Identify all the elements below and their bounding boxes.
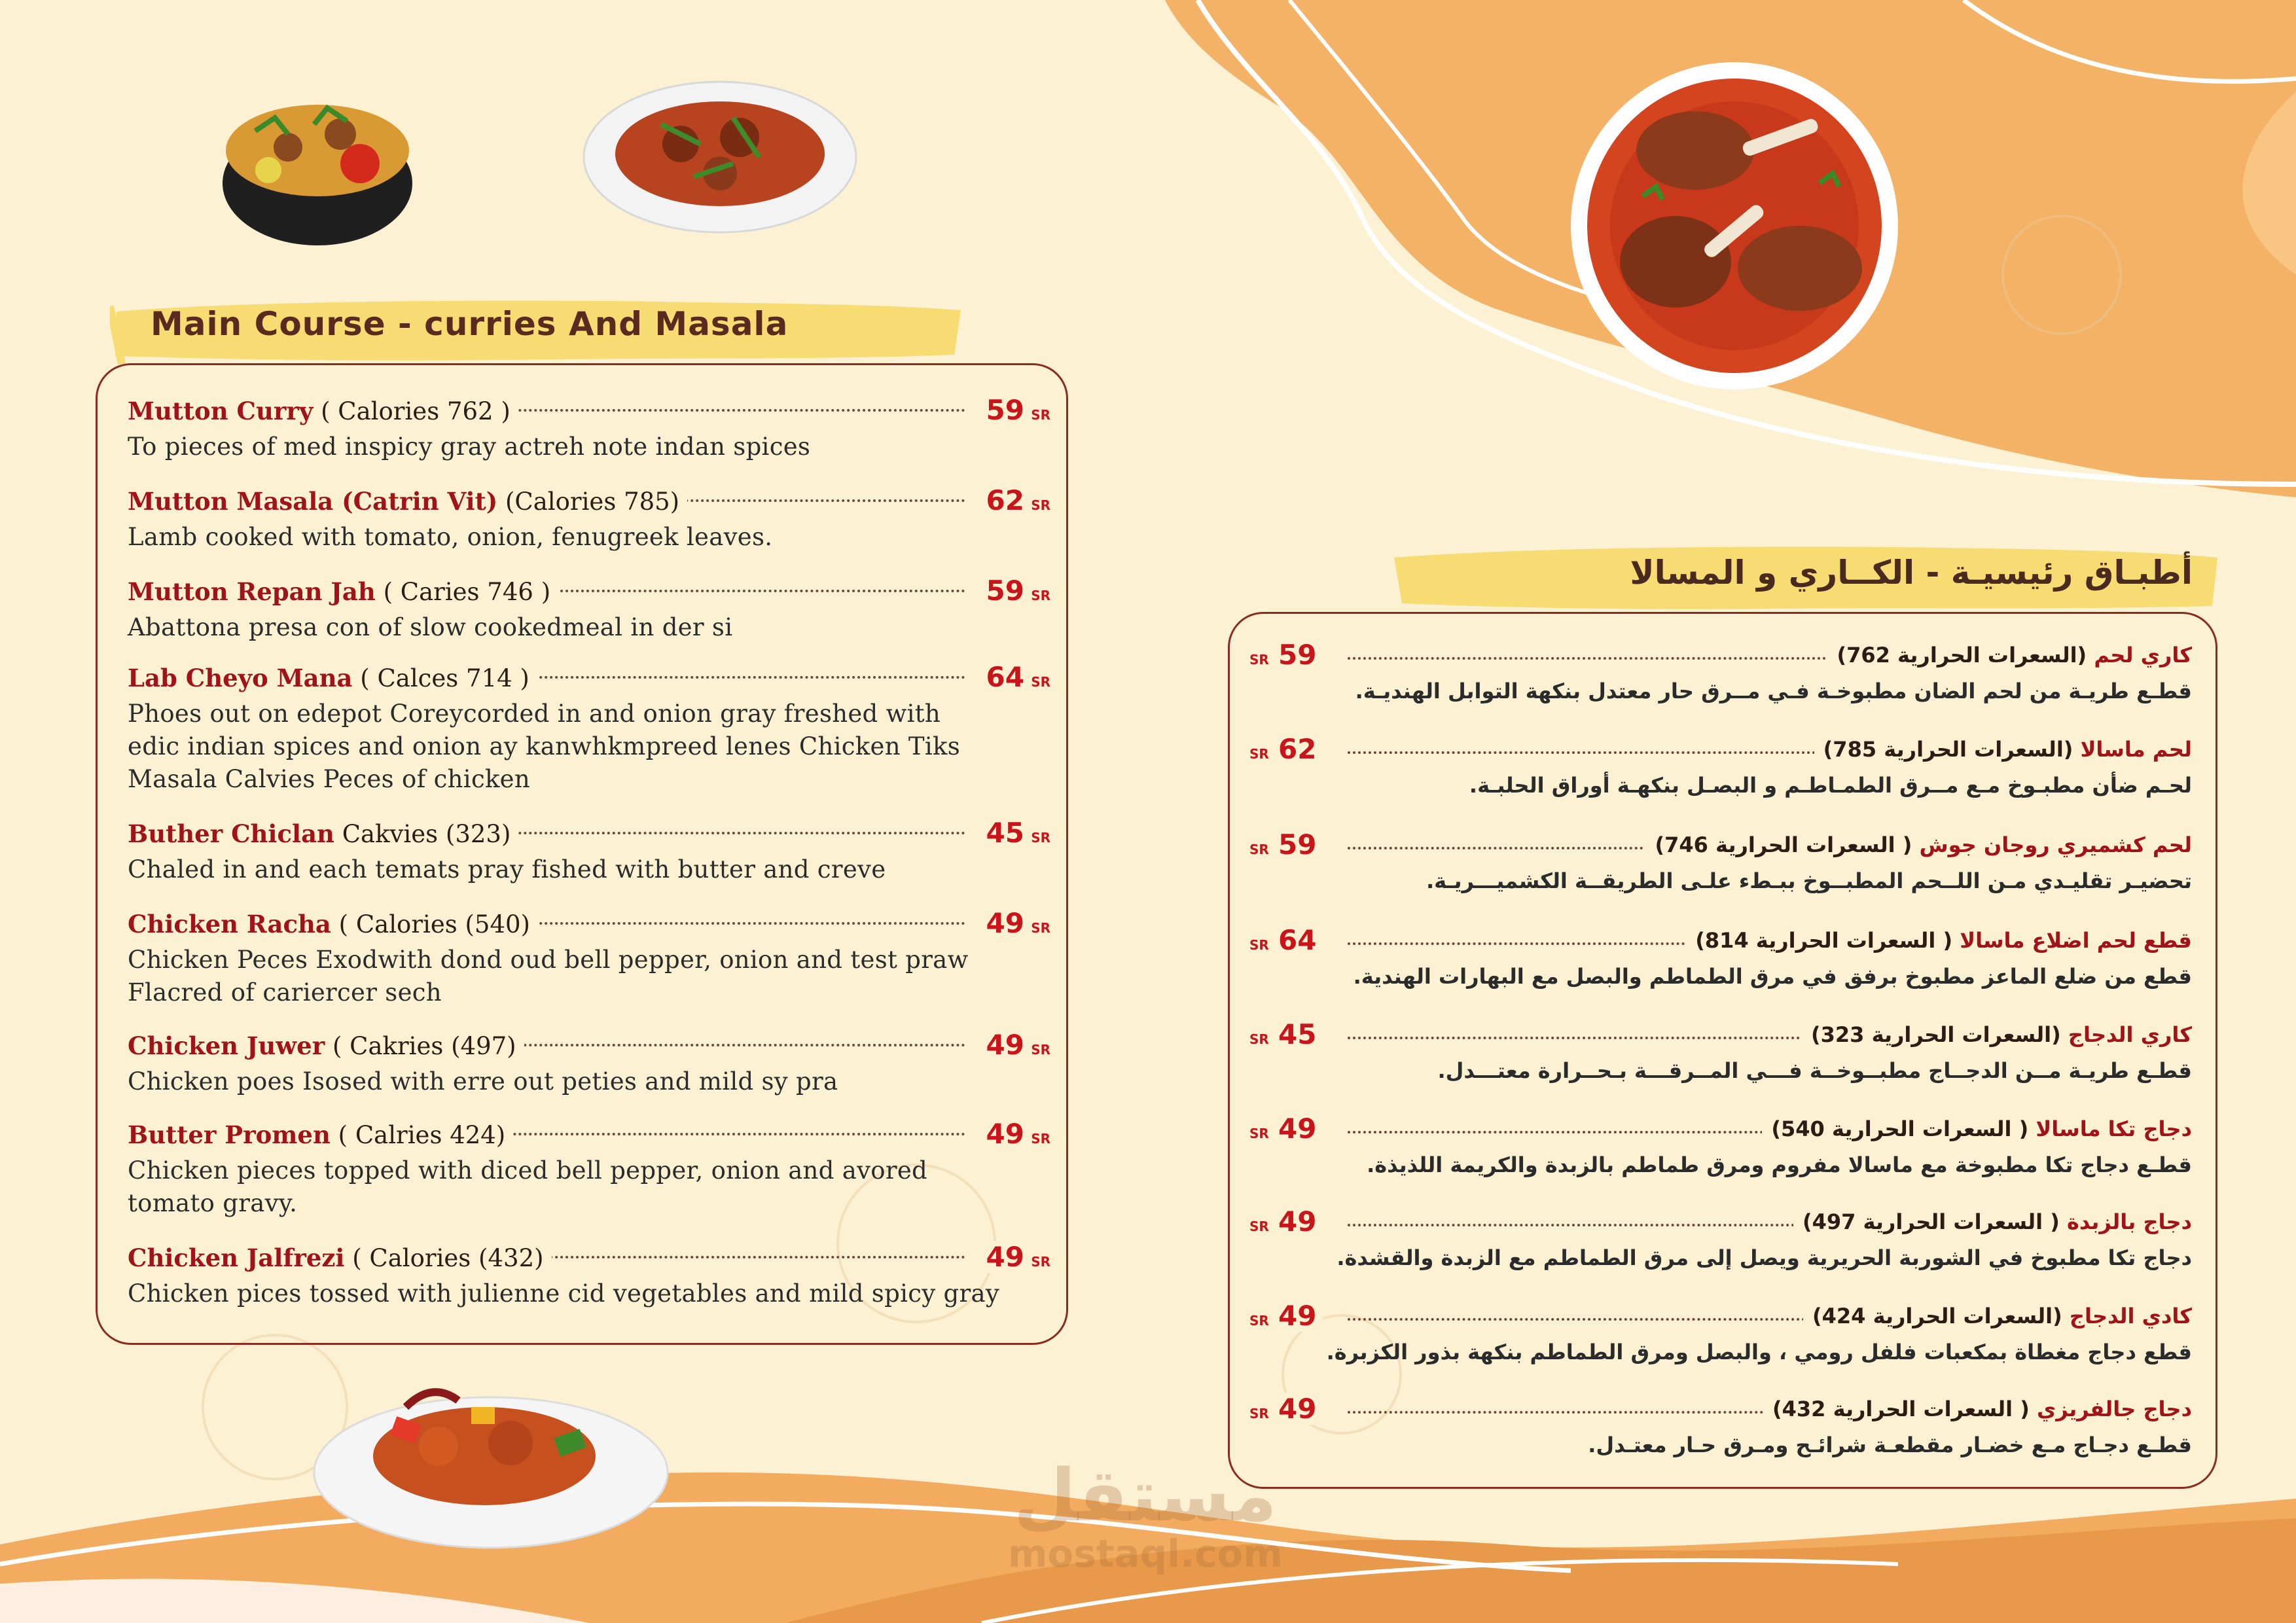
menu-item [1249, 639, 2192, 707]
item-name: Mutton Curry [128, 397, 314, 425]
arabic-section-header [1394, 538, 2217, 615]
item-calories: ( Cakries (497) [332, 1032, 516, 1060]
item-currency: SR [1031, 920, 1050, 936]
item-calories: (السعرات الحرارية 424) [1812, 1304, 2062, 1329]
item-price: 45 [1278, 1018, 1323, 1050]
item-currency: SR [1031, 497, 1050, 513]
item-description: Chaled in and each temats pray fished with butter and creve [128, 855, 886, 883]
watermark-latin: mostaql.com [1008, 1531, 1283, 1576]
item-description-line: Masala Calvies Peces of chicken [128, 765, 531, 793]
item-calories: ( Calories (432) [352, 1244, 544, 1272]
menu-item [1249, 1393, 2192, 1461]
item-name: Mutton Repan Jah [128, 577, 376, 606]
item-calories: ( Calces 714 ) [360, 664, 529, 692]
masala-plate-image [583, 79, 857, 236]
item-currency: SR [1031, 1254, 1050, 1270]
item-description: قطـع دجاج تكا مطبوخة مع ماسالا مفروم ومرق طماطم بالزبدة والكريمة اللذيذة. [1367, 1152, 2192, 1177]
menu-item [1249, 1205, 2192, 1274]
item-price: 59 [980, 575, 1024, 607]
item-currency: SR [1249, 652, 1269, 668]
item-name: كاري الدجاج [2068, 1022, 2192, 1047]
item-calories: (السعرات الحرارية 323) [1811, 1022, 2061, 1047]
item-calories: (السعرات الحرارية 762) [1837, 643, 2087, 668]
item-name: Chicken Juwer [128, 1031, 325, 1060]
item-calories: ( Calories 762 ) [321, 397, 511, 425]
item-price: 64 [980, 661, 1024, 693]
item-price: 49 [980, 1029, 1024, 1061]
item-currency: SR [1031, 830, 1050, 846]
item-price: 59 [1278, 829, 1323, 861]
item-calories: ( السعرات الحرارية 814) [1695, 928, 1953, 953]
biryani-bowl-image [216, 72, 419, 249]
item-calories: Cakvies (323) [342, 820, 511, 848]
item-description: Chicken pices tossed with julienne cid vegetables and mild spicy gray [128, 1279, 1000, 1308]
item-price: 62 [1278, 733, 1323, 765]
item-name: لحم ماسالا [2080, 737, 2192, 762]
menu-item [1249, 1300, 2192, 1368]
item-price: 49 [980, 907, 1024, 939]
item-description: Abattona presa con of slow cookedmeal in der si [128, 613, 733, 641]
item-currency: SR [1249, 1406, 1269, 1421]
item-currency: SR [1249, 746, 1269, 762]
english-section-header [110, 292, 961, 365]
item-description: Lamb cooked with tomato, onion, fenugreek leaves. [128, 523, 773, 551]
item-description-line: tomato gravy. [128, 1189, 298, 1217]
item-currency: SR [1031, 674, 1050, 690]
menu-item [128, 1029, 1050, 1098]
arabic-menu-panel [1228, 612, 2217, 1489]
item-description: دجاج تكا مطبوخ في الشوربة الحريرية ويصل إلى مرق الطماطم مع الزبدة والقشدة. [1336, 1245, 2192, 1270]
item-price: 49 [1278, 1205, 1323, 1238]
item-name: كاري لحم [2094, 643, 2192, 668]
menu-item [128, 575, 1050, 644]
item-calories: ( Caries 746 ) [383, 578, 551, 606]
item-name: Chicken Racha [128, 910, 331, 938]
item-description-line: Phoes out on edepot Coreycorded in and onion gray freshed with [128, 700, 941, 728]
english-menu-panel [96, 363, 1068, 1345]
item-description: قطـع طريـة مــن الدجــاج مطبــوخــة فـــي المــرقـــة بـحــرارة معتـــدل. [1437, 1058, 2192, 1083]
item-price: 49 [1278, 1300, 1323, 1332]
item-price: 59 [1278, 639, 1323, 671]
item-description: To pieces of med inspicy gray actreh note indan spices [128, 433, 811, 461]
item-description: قطع دجاج مغطاة بمكعبات فلفل رومي ، والبصل ومرق الطماطم بنكهة بذور الكزبرة. [1326, 1340, 2192, 1364]
item-price: 45 [980, 817, 1024, 849]
menu-item [128, 484, 1050, 554]
item-name: Lab Cheyo Mana [128, 664, 353, 692]
item-description-line: Chicken pieces topped with diced bell pepper, onion and avored [128, 1156, 928, 1185]
item-currency: SR [1031, 1042, 1050, 1058]
watermark-arabic: مستقل [1013, 1454, 1278, 1537]
item-calories: ( Calries 424) [338, 1121, 506, 1149]
item-calories: ( السعرات الحرارية 497) [1802, 1209, 2060, 1234]
item-description: لحـم ضأن مطبـوخ مـع مــرق الطمـاطـم و البصـل بنكهـة أوراق الحلبـة. [1469, 773, 2192, 798]
menu-item [128, 907, 1050, 1009]
item-price: 64 [1278, 924, 1323, 956]
item-description: قطع من ضلع الماعز مطبوخ برفق في مرق الطماطم والبصل مع البهارات الهندية. [1353, 964, 2192, 989]
item-currency: SR [1249, 842, 1269, 857]
item-calories: ( السعرات الحرارية 746) [1655, 832, 1912, 857]
item-name: دجاج بالزبدة [2066, 1209, 2192, 1234]
menu-item [128, 817, 1050, 886]
menu-item [1249, 1018, 2192, 1086]
menu-item [1249, 1113, 2192, 1181]
item-name: Butter Promen [128, 1120, 331, 1149]
menu-item [128, 661, 1050, 796]
menu-item [1249, 924, 2192, 992]
item-price: 49 [980, 1241, 1024, 1273]
menu-item [128, 1241, 1050, 1310]
item-currency: SR [1031, 588, 1050, 603]
item-name: دجاج تكا ماسالا [2036, 1116, 2192, 1141]
item-price: 49 [980, 1118, 1024, 1150]
item-description-line: edic indian spices and onion ay kanwhkmpreed lenes Chicken Tiks [128, 732, 961, 760]
item-name: Chicken Jalfrezi [128, 1243, 345, 1272]
item-currency: SR [1031, 1131, 1050, 1147]
item-calories: ( Calories (540) [338, 910, 530, 938]
item-calories: (Calories 785) [505, 488, 680, 516]
item-price: 59 [980, 394, 1024, 426]
item-currency: SR [1031, 407, 1050, 423]
arabic-section-title: أطبـاق رئيسيـة - الكــاري و المسالا [1630, 554, 2193, 592]
menu-item [128, 394, 1050, 463]
item-currency: SR [1249, 1313, 1269, 1329]
item-calories: (السعرات الحرارية 785) [1823, 737, 2073, 762]
item-price: 49 [1278, 1393, 1323, 1425]
item-description: قطـع دجـاج مـع خضـار مقطعـة شرائـح ومـرق حـار معتـدل. [1588, 1433, 2192, 1457]
item-currency: SR [1249, 1219, 1269, 1234]
menu-item [1249, 829, 2192, 897]
item-name: Mutton Masala (Catrin Vit) [128, 487, 498, 516]
chicken-jalfrezi-plate-image [308, 1381, 674, 1551]
watermark [1008, 1454, 1283, 1576]
item-currency: SR [1249, 1031, 1269, 1047]
item-name: قطع لحم اضلاع ماسالا [1960, 928, 2192, 953]
item-description: Chicken poes Isosed with erre out peties and mild sy pra [128, 1067, 838, 1096]
item-name: Buther Chiclan [128, 819, 334, 848]
item-description-line: Chicken Peces Exodwith dond oud bell pepper, onion and test praw [128, 946, 969, 974]
item-description: قطـع طريـة من لحم الضان مطبوخـة فـي مــرق حار معتدل بنكهة التوابل الهنديـة. [1355, 679, 2192, 704]
item-price: 49 [1278, 1113, 1323, 1145]
item-currency: SR [1249, 937, 1269, 953]
english-section-title: Main Course - curries And Masala [151, 305, 789, 343]
menu-item [1249, 733, 2192, 801]
item-name: لحم كشميري روجان جوش [1919, 832, 2192, 857]
item-description: تحضيـر تقليـدي مـن اللــحم المطبــوخ ببـطء علـى الطريقــة الكشميـــريـة. [1426, 868, 2192, 893]
item-name: دجاج جالفريزي [2037, 1397, 2192, 1421]
item-description-line: Flacred of cariercer sech [128, 978, 442, 1007]
item-price: 62 [980, 484, 1024, 516]
menu-item [128, 1118, 1050, 1220]
item-calories: ( السعرات الحرارية 540) [1771, 1116, 2029, 1141]
mutton-curry-bowl-image [1545, 52, 1924, 393]
item-name: كادي الدجاج [2069, 1304, 2192, 1329]
item-calories: ( السعرات الحرارية 432) [1772, 1397, 2030, 1421]
item-currency: SR [1249, 1126, 1269, 1141]
